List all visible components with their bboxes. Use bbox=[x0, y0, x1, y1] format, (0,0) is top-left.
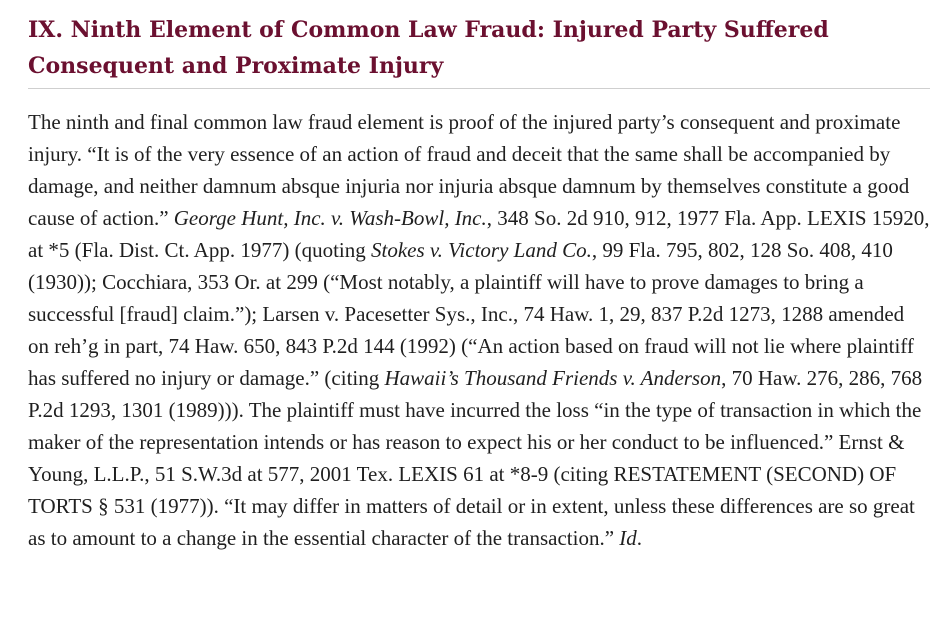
body-paragraph bbox=[28, 106, 930, 554]
case-citation-stokes: Stokes v. Victory Land Co. bbox=[371, 238, 592, 262]
text-run: The ninth and final common law fraud element is proof of the injured party’s consequent and proximate injury. “It is of the very essence of an action of fraud and deceit that the same shall be accompanied by damage, and neither damnum absque injuria nor injuria absque damnum by themselves constitute a good cause of action.” bbox=[28, 110, 910, 230]
text-run: , 348 So. 2d 910, 912, 1977 Fla. App. LEXIS 15920, at *5 (Fla. Dist. Ct. App. 1977) (quoting bbox=[28, 206, 930, 262]
section-heading: IX. Ninth Element of Common Law Fraud: Injured Party Suffered Consequent and Proximate Injury bbox=[28, 12, 930, 89]
citation-id: Id bbox=[619, 526, 637, 550]
case-citation-george-hunt: George Hunt, Inc. v. Wash-Bowl, Inc. bbox=[173, 206, 487, 230]
article bbox=[28, 12, 930, 554]
case-citation-hawaii: Hawaii’s Thousand Friends v. Anderson bbox=[384, 366, 722, 390]
text-run: , 70 Haw. 276, 286, 768 P.2d 1293, 1301 (1989))). The plaintiff must have incurred the loss “in the type of transaction in which the maker of the representation intends or has reason to expect his or her conduct to be influenced.” Ernst & Young, L.L.P., 51 S.W.3d at 577, 2001 Tex. LEXIS 61 at *8-9 (citing RESTATEMENT (SECOND) OF TORTS § 531 (1977)). “It may differ in matters of detail or in extent, unless these differences are so great as to amount to a change in the essential character of the transaction.” bbox=[28, 366, 923, 550]
text-run: , 99 Fla. 795, 802, 128 So. 408, 410 (1930)); Cocchiara, 353 Or. at 299 (“Most notably, a plaintiff will have to prove damages to bring a successful [fraud] claim.”); Larsen v. Pacesetter Sys., Inc., 74 Haw. 1, 29, 837 P.2d 1273, 1288 amended on reh’g in part, 74 Haw. 650, 843 P.2d 144 (1992) (“An action based on fraud will not lie where plaintiff has suffered no injury or damage.” (citing bbox=[28, 238, 914, 390]
text-run: . bbox=[636, 526, 643, 550]
